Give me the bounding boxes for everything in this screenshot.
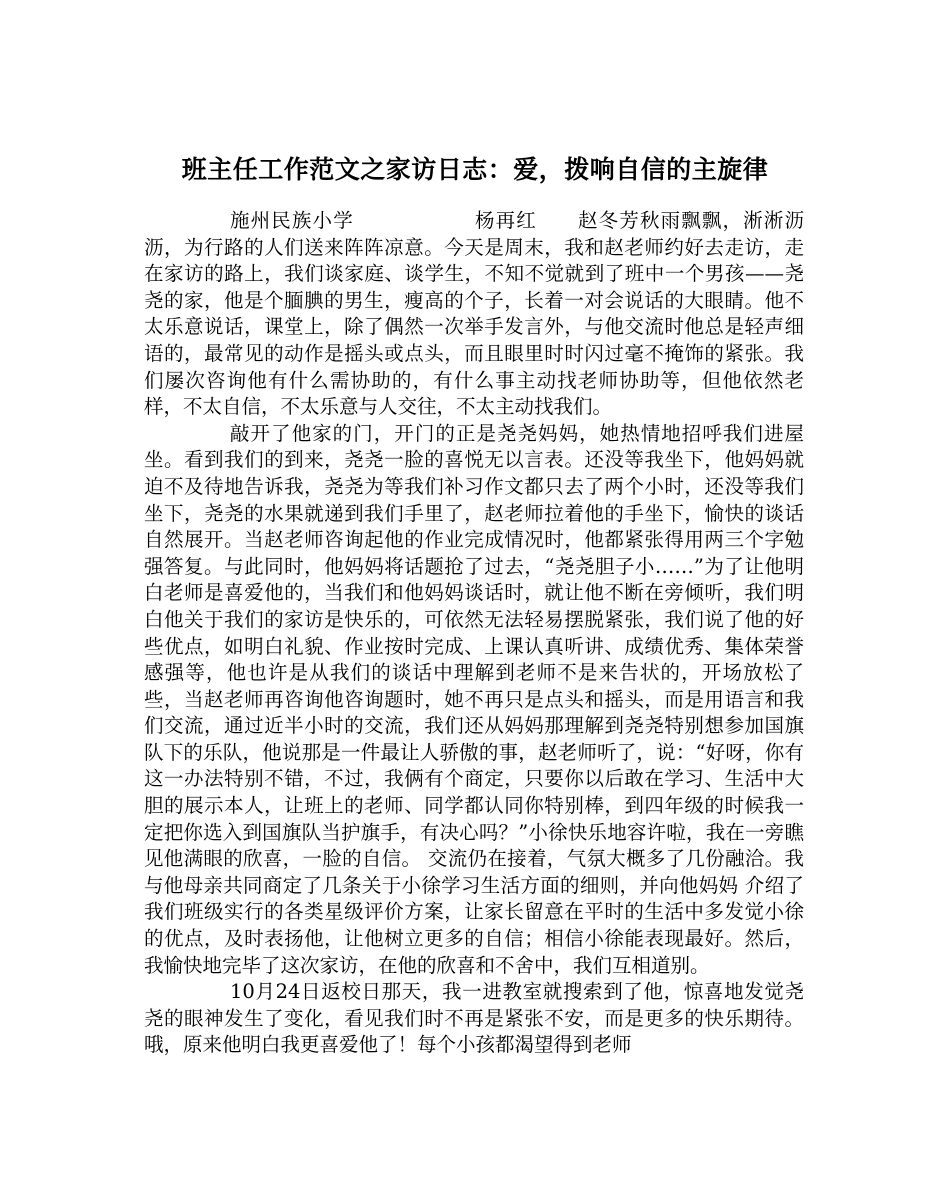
byline-author-one: 杨再红 xyxy=(473,209,537,232)
paragraph-1 xyxy=(144,208,804,421)
paragraph-3: 10月24日返校日那天，我一进教室就搜索到了他，惊喜地发觉尧尧的眼神发生了变化，看见我们时不再是紧张不安，而是更多的快乐期待。哦，原来他明白我更喜爱他了！每个小孩都渴望得到老师 xyxy=(144,980,804,1057)
document-body xyxy=(144,208,804,1059)
document-title: 班主任工作范文之家访日志：爱，拨响自信的主旋律 xyxy=(181,154,769,184)
paragraph-2: 敲开了他家的门，开门的正是尧尧妈妈，她热情地招呼我们进屋坐。看到我们的到来，尧尧一脸的喜悦无以言表。还没等我坐下，他妈妈就迫不及待地告诉我，尧尧为等我们补习作文都只去了两个小时，还没等我们坐下，尧尧的水果就递到我们手里了，赵老师拉着他的手坐下，愉快的谈话自然展开。当赵老师咨询起他的作业完成情况时，他都紧张得用两三个字勉强答复。与此同时，他妈妈将话题抢了过去，“尧尧胆子小……”为了让他明白老师是喜爱他的，当我们和他妈妈谈话时，就让他不断在旁倾听，我们明白他关于我们的家访是快乐的，可依然无法轻易摆脱紧张，我们说了他的好些优点，如明白礼貌、作业按时完成、上课认真听讲、成绩优秀、集体荣誉感强等，他也许是从我们的谈话中理解到老师不是来告状的，开场放松了些，当赵老师再咨询他咨询题时，她不再只是点头和摇头，而是用语言和我们交流，通过近半小时的交流，我们还从妈妈那理解到尧尧特别想参加国旗队下的乐队，他说那是一件最让人骄傲的事，赵老师听了，说：“好呀，你有这一办法特别不错，不过，我俩有个商定，只要你以后敢在学习、生活中大胆的展示本人，让班上的老师、同学都认同你特别棒，到四年级的时候我一定把你选入到国旗队当护旗手，有决心吗？”小徐快乐地容许啦，我在一旁瞧见他满眼的欣喜，一脸的自信。 交流仍在接着，气氛大概多了几份融洽。我与他母亲共同商定了几条关于小徐学习生活方面的细则，并向他妈妈 介绍了我们班级实行的各类星级评价方案，让家长留意在平时的生活中多发觉小徐的优点，及时表扬他，让他树立更多的自信；相信小徐能表现最好。然后，我愉快地完毕了这次家访，在他的欣喜和不舍中，我们互相道别。 xyxy=(144,421,804,977)
byline-school: 施州民族小学 xyxy=(230,209,354,232)
paragraph-1-text: 秋雨飘飘，淅淅沥沥，为行路的人们送来阵阵凉意。今天是周末，我和赵老师约好去走访，走在家访的路上，我们谈家庭、谈学生，不知不觉就到了班中一个男孩——尧尧的家，他是个腼腆的男生，瘦高的个子，长着一对会说话的大眼睛。他不太乐意说话，课堂上，除了偶然一次举手发言外，与他交流时他总是轻声细语的，最常见的动作是摇头或点头，而且眼里时时闪过毫不掩饰的紧张。我们屡次咨询他有什么需协助的，有什么事主动找老师协助等，但他依然老样，不太自信，不太乐意与人交往，不太主动找我们。 xyxy=(144,209,804,419)
byline-author-two: 赵冬芳 xyxy=(576,209,640,232)
